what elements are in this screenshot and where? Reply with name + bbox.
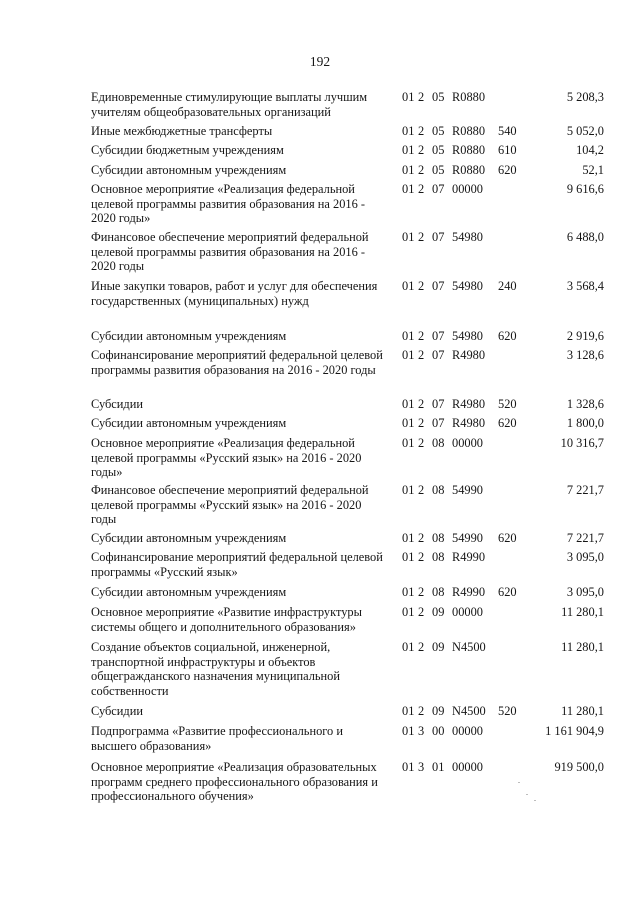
code-part-4: R4980 — [452, 397, 486, 411]
code-part-2: 2 — [418, 182, 425, 196]
code-part-2: 3 — [418, 724, 425, 738]
code-part-2: 2 — [418, 436, 425, 450]
code-part-1: 01 — [402, 436, 415, 450]
row-name: Основное мероприятие «Развитие инфраструктуры системы общего и дополнительного образования» — [91, 605, 362, 634]
code-part-2: 2 — [418, 348, 425, 362]
code-part-3: 05 — [432, 163, 445, 177]
code-part-1: 01 — [402, 550, 415, 564]
code-part-2: 2 — [418, 230, 425, 244]
row-name: Иные межбюджетные трансферты — [91, 124, 273, 138]
row-name: Субсидии — [91, 397, 143, 411]
amount: 11 280,1 — [561, 640, 604, 654]
code-part-4: 54980 — [452, 230, 483, 244]
code-part-4: R4990 — [452, 585, 486, 599]
code-part-3: 01 — [432, 760, 445, 774]
code-part-2: 2 — [418, 704, 425, 718]
row-name: Субсидии автономным учреждениям — [91, 585, 287, 599]
row-name: Софинансирование мероприятий федеральной целевой программы «Русский язык» — [91, 550, 383, 579]
code-part-4: R0880 — [452, 163, 486, 177]
code-part-1: 01 — [402, 760, 415, 774]
code-part-3: 09 — [432, 704, 445, 718]
scan-specks — [516, 780, 546, 810]
amount: 2 919,6 — [566, 329, 604, 343]
row-name: Финансовое обеспечение мероприятий федеральной целевой программы развития образования на 2016 - 2020 годы — [91, 230, 369, 274]
code-part-1: 01 — [402, 724, 415, 738]
code-part-3: 08 — [432, 550, 445, 564]
amount: 6 488,0 — [566, 230, 604, 244]
amount: 3 095,0 — [566, 585, 604, 599]
code-part-3: 07 — [432, 329, 445, 343]
code-part-3: 08 — [432, 483, 445, 497]
row-name: Финансовое обеспечение мероприятий федеральной целевой программы «Русский язык» на 2016 - 2020 годы — [91, 483, 369, 527]
code-part-1: 01 — [402, 397, 415, 411]
code-part-3: 05 — [432, 143, 445, 157]
row-name: Единовременные стимулирующие выплаты лучшим учителям общеобразовательных организаций — [91, 90, 368, 119]
row-name: Создание объектов социальной, инженерной, транспортной инфраструктуры и объектов общегражданского назначения муниципальной собственности — [91, 640, 341, 698]
code-part-2: 2 — [418, 416, 425, 430]
code-part-1: 01 — [402, 163, 415, 177]
expense-type-code: 240 — [498, 279, 517, 293]
code-part-2: 2 — [418, 550, 425, 564]
code-part-2: 2 — [418, 143, 425, 157]
code-part-1: 01 — [402, 348, 415, 362]
amount: 919 500,0 — [554, 760, 604, 774]
code-part-4: 00000 — [452, 182, 483, 196]
code-part-1: 01 — [402, 90, 415, 104]
amount: 5 052,0 — [566, 124, 604, 138]
code-part-1: 01 — [402, 124, 415, 138]
amount: 1 800,0 — [566, 416, 604, 430]
code-part-1: 01 — [402, 704, 415, 718]
code-part-3: 07 — [432, 279, 445, 293]
code-part-3: 08 — [432, 436, 445, 450]
code-part-4: R0880 — [452, 90, 486, 104]
row-name: Основное мероприятие «Реализация образовательных программ среднего профессионального образования и профессионального обучения» — [91, 760, 378, 804]
code-part-4: N4500 — [452, 640, 486, 654]
code-part-2: 2 — [418, 163, 425, 177]
code-part-1: 01 — [402, 329, 415, 343]
code-part-1: 01 — [402, 416, 415, 430]
code-part-3: 07 — [432, 182, 445, 196]
code-part-1: 01 — [402, 640, 415, 654]
page-number: 192 — [309, 54, 331, 69]
amount: 5 208,3 — [566, 90, 604, 104]
code-part-1: 01 — [402, 585, 415, 599]
code-part-1: 01 — [402, 143, 415, 157]
expense-type-code: 620 — [498, 163, 517, 177]
code-part-4: 00000 — [452, 436, 483, 450]
expense-type-code: 610 — [498, 143, 517, 157]
code-part-4: R4990 — [452, 550, 486, 564]
row-name: Субсидии автономным учреждениям — [91, 416, 287, 430]
code-part-3: 08 — [432, 585, 445, 599]
expense-type-code: 620 — [498, 531, 517, 545]
code-part-3: 07 — [432, 416, 445, 430]
code-part-4: 00000 — [452, 724, 483, 738]
row-name: Основное мероприятие «Реализация федеральной целевой программы «Русский язык» на 2016 - 2020 годы» — [91, 436, 362, 480]
code-part-4: 54980 — [452, 329, 483, 343]
code-part-4: 54990 — [452, 531, 483, 545]
code-part-4: 54990 — [452, 483, 483, 497]
row-name: Подпрограмма «Развитие профессионального и высшего образования» — [91, 724, 343, 753]
code-part-3: 09 — [432, 605, 445, 619]
code-part-4: R4980 — [452, 416, 486, 430]
code-part-3: 07 — [432, 230, 445, 244]
code-part-4: 00000 — [452, 605, 483, 619]
amount: 9 616,6 — [566, 182, 604, 196]
code-part-1: 01 — [402, 230, 415, 244]
row-name: Софинансирование мероприятий федеральной целевой программы развития образования на 2016 - 2020 годы — [91, 348, 383, 377]
code-part-2: 2 — [418, 605, 425, 619]
amount: 10 316,7 — [560, 436, 604, 450]
expense-type-code: 620 — [498, 585, 517, 599]
code-part-3: 05 — [432, 90, 445, 104]
amount: 52,1 — [582, 163, 604, 177]
code-part-4: 00000 — [452, 760, 483, 774]
code-part-2: 2 — [418, 585, 425, 599]
code-part-3: 07 — [432, 397, 445, 411]
expense-type-code: 520 — [498, 397, 517, 411]
code-part-4: R0880 — [452, 124, 486, 138]
code-part-1: 01 — [402, 279, 415, 293]
row-name: Основное мероприятие «Реализация федеральной целевой программы развития образования на 2016 - 2020 годы» — [91, 182, 366, 226]
code-part-1: 01 — [402, 605, 415, 619]
expense-type-code: 620 — [498, 416, 517, 430]
code-part-1: 01 — [402, 182, 415, 196]
code-part-2: 2 — [418, 397, 425, 411]
code-part-2: 2 — [418, 531, 425, 545]
row-name: Субсидии бюджетным учреждениям — [91, 143, 284, 157]
code-part-2: 2 — [418, 640, 425, 654]
row-name: Субсидии автономным учреждениям — [91, 531, 287, 545]
amount: 7 221,7 — [566, 483, 604, 497]
code-part-2: 2 — [418, 329, 425, 343]
amount: 3 568,4 — [566, 279, 604, 293]
row-name: Субсидии автономным учреждениям — [91, 329, 287, 343]
amount: 11 280,1 — [561, 704, 604, 718]
amount: 7 221,7 — [566, 531, 604, 545]
row-name: Иные закупки товаров, работ и услуг для обеспечения государственных (муниципальных) нужд — [91, 279, 378, 308]
expense-type-code: 520 — [498, 704, 517, 718]
code-part-3: 00 — [432, 724, 445, 738]
code-part-3: 05 — [432, 124, 445, 138]
code-part-3: 09 — [432, 640, 445, 654]
expense-type-code: 540 — [498, 124, 517, 138]
amount: 1 161 904,9 — [545, 724, 604, 738]
amount: 11 280,1 — [561, 605, 604, 619]
expense-type-code: 620 — [498, 329, 517, 343]
code-part-2: 2 — [418, 124, 425, 138]
amount: 104,2 — [576, 143, 604, 157]
code-part-2: 3 — [418, 760, 425, 774]
code-part-2: 2 — [418, 483, 425, 497]
amount: 1 328,6 — [566, 397, 604, 411]
amount: 3 128,6 — [566, 348, 604, 362]
code-part-4: R4980 — [452, 348, 486, 362]
code-part-1: 01 — [402, 483, 415, 497]
code-part-1: 01 — [402, 531, 415, 545]
code-part-4: N4500 — [452, 704, 486, 718]
code-part-3: 08 — [432, 531, 445, 545]
amount: 3 095,0 — [566, 550, 604, 564]
code-part-2: 2 — [418, 279, 425, 293]
code-part-2: 2 — [418, 90, 425, 104]
row-name: Субсидии — [91, 704, 143, 718]
row-name: Субсидии автономным учреждениям — [91, 163, 287, 177]
code-part-4: 54980 — [452, 279, 483, 293]
code-part-4: R0880 — [452, 143, 486, 157]
code-part-3: 07 — [432, 348, 445, 362]
